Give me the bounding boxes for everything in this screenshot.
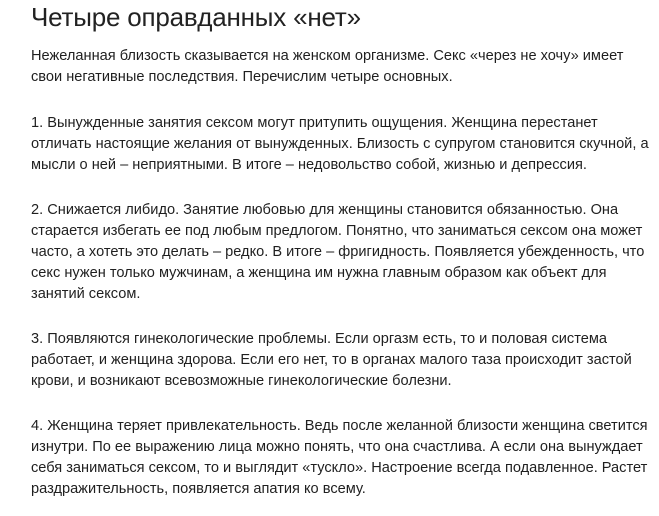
article-point-1: 1. Вынужденные занятия сексом могут притупить ощущения. Женщина перестанет отличать настоящие желания от вынужденных. Близость с супругом становится скучной, а мысли о ней – неприятными. В итоге – недовольство собой, жизнью и депрессия. bbox=[31, 115, 649, 173]
article-point-3: 3. Появляются гинекологические проблемы. Если оргазм есть, то и половая система работает, и женщина здорова. Если его нет, то в органах малого таза происходит застой крови, и возникают всевозможные гинекологические болезни. bbox=[31, 331, 632, 389]
article-point-4: 4. Женщина теряет привлекательность. Ведь после желанной близости женщина светится изнутри. По ее выражению лица можно понять, что она счастлива. А если она вынуждает себя заниматься сексом, то и выглядит «тускло». Настроение всегда подавленное. Растет раздражительность, появляется апатия ко всему. bbox=[31, 418, 648, 497]
article-title: Четыре оправданных «нет» bbox=[31, 2, 361, 32]
article-intro: Нежеланная близость сказывается на женском организме. Секс «через не хочу» имеет свои негативные последствия. Перечислим четыре основных. bbox=[31, 48, 624, 85]
article-point-2: 2. Снижается либидо. Занятие любовью для женщины становится обязанностью. Она старается избегать ее под любым предлогом. Понятно, что заниматься сексом она может часто, а хотеть это делать – редко. В итоге – фригидность. Появляется убежденность, что секс нужен только мужчинам, а женщина им нужна главным образом как объект для занятий сексом. bbox=[31, 202, 645, 302]
article bbox=[31, 0, 651, 500]
